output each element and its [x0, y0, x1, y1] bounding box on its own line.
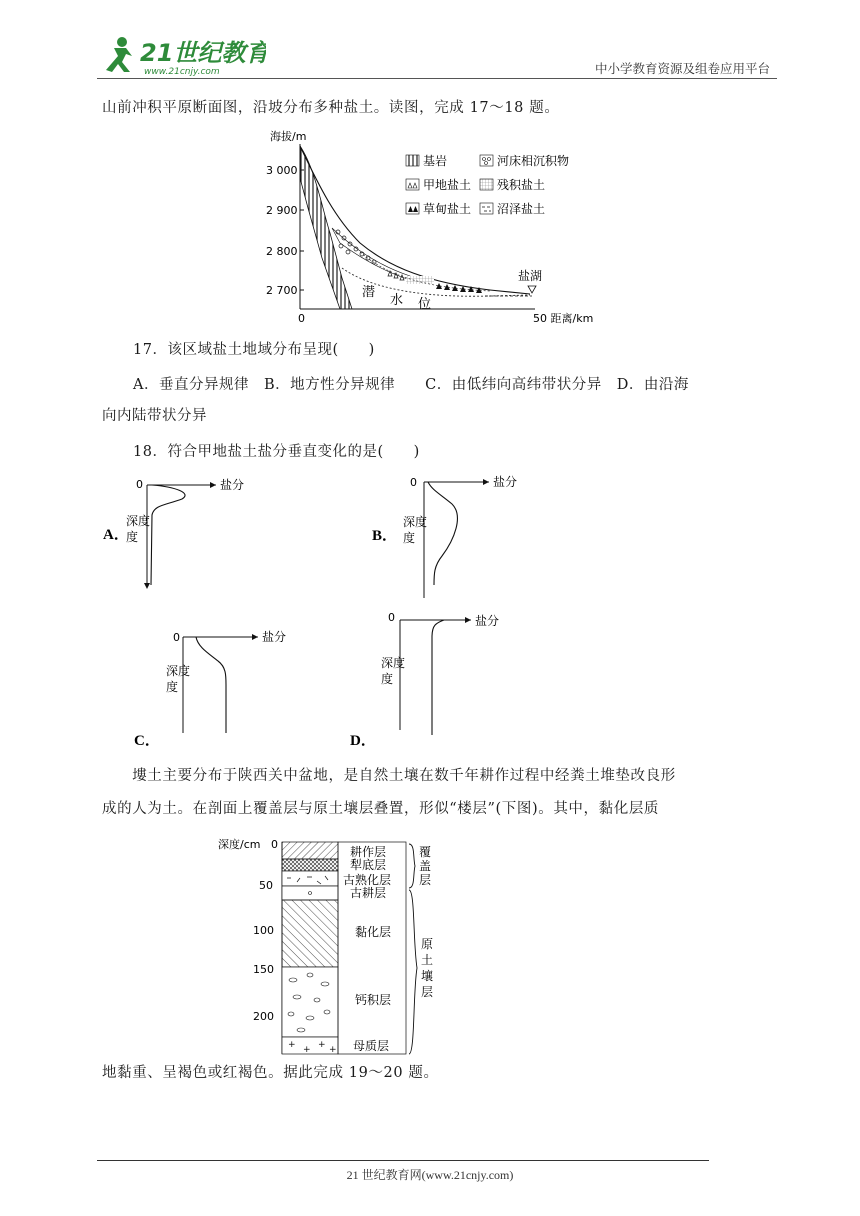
layer-ancient-tillage [282, 886, 338, 900]
label-clay: 黏化层 [355, 925, 392, 939]
layer-clay [282, 900, 338, 967]
brace-cover [409, 844, 415, 888]
svg-text:深度: 深度 [126, 514, 151, 528]
brace-original [409, 890, 417, 1054]
label-calcic: 钙积层 [355, 993, 392, 1007]
residual-saline-area [406, 276, 434, 284]
svg-text:度: 度 [381, 672, 394, 686]
option-b-curve [428, 482, 457, 585]
svg-text:盐分: 盐分 [262, 630, 287, 644]
bedrock-area [300, 146, 352, 309]
option-b-label: B． [372, 528, 398, 544]
svg-text:度: 度 [166, 680, 179, 694]
svg-text:0: 0 [271, 838, 278, 851]
layer-plowpan [282, 859, 338, 871]
logo-title: 21世纪教育 [140, 39, 266, 67]
svg-text:50: 50 [259, 879, 273, 892]
option-a-depth-2: 度 [126, 530, 139, 544]
option-c-graph [128, 625, 298, 750]
label-parent: 母质层 [353, 1039, 390, 1053]
legend-residual: 残积盐土 [497, 178, 546, 192]
legend-meadow: 草甸盐土 [423, 202, 472, 216]
logo-url: www.21cnjy.com [144, 67, 220, 77]
legend-bedrock: 基岩 [423, 154, 448, 168]
y-tick-2800: 2 800 [266, 245, 298, 258]
passage-line-2: 成的人为土。在剖面上覆盖层与原土壤层叠置，形似“楼层”(下图)。其中，黏化层质 [102, 801, 660, 817]
svg-text:土: 土 [421, 953, 434, 967]
group-cover-label [419, 845, 431, 887]
footer-text: 21 世纪教育网(www.21cnjy.com) [346, 1168, 514, 1182]
svg-text:盖: 盖 [419, 859, 432, 873]
svg-text:+: + [303, 1045, 311, 1055]
svg-text:盐分: 盐分 [493, 475, 518, 489]
svg-text:层: 层 [421, 985, 434, 999]
svg-text:0: 0 [388, 611, 395, 624]
question-18-stem: 18．符合甲地盐土盐分垂直变化的是( ) [133, 444, 420, 460]
passage-line-1: 塿土主要分布于陕西关中盆地，是自然土壤在数千年耕作过程中经粪土堆垫改良形 [102, 768, 676, 784]
water-label-2: 水 [390, 293, 404, 308]
y-tick-3000: 3 000 [266, 164, 298, 177]
svg-text:100: 100 [253, 924, 274, 937]
x-origin: 0 [298, 312, 305, 325]
label-tillage: 耕作层 [350, 845, 387, 859]
jiadi-saline-marks [388, 271, 404, 280]
svg-text:盐分: 盐分 [220, 478, 245, 492]
svg-text:度: 度 [403, 531, 416, 545]
question-17-options: A．垂直分异规律 B．地方性分异规律 C．由低纬向高纬带状分异 D．由沿海 [133, 377, 689, 393]
layer-ancient-mature [282, 871, 338, 886]
option-a-curve [151, 485, 185, 585]
layer-tillage [282, 842, 338, 859]
option-a-label: A． [103, 527, 129, 543]
water-label-3: 位 [418, 297, 432, 312]
svg-text:深度: 深度 [403, 515, 428, 529]
soil-profile-figure [215, 832, 455, 1057]
option-c-curve [196, 637, 226, 733]
svg-text:0: 0 [410, 476, 417, 489]
runner-icon [106, 37, 132, 72]
svg-text:+: + [288, 1040, 296, 1050]
option-a-graph [96, 475, 266, 595]
svg-text:+: + [329, 1045, 337, 1055]
legend-swamp: 沼泽盐土 [497, 202, 546, 216]
x-axis-end-label: 50 距离/km [533, 312, 594, 325]
group-original-label [421, 937, 433, 999]
option-d-label: D． [350, 733, 376, 749]
svg-text:深度: 深度 [166, 664, 191, 678]
svg-text:层: 层 [419, 873, 432, 887]
svg-text:壤: 壤 [421, 969, 434, 983]
header-platform-text: 中小学教育资源及组卷应用平台 [594, 61, 770, 76]
riverbed-deposit-marks [336, 230, 376, 264]
footer-divider [97, 1160, 709, 1161]
option-c-label: C． [134, 733, 160, 749]
layer-calcic [282, 967, 338, 1037]
alluvial-cross-section-figure [260, 128, 620, 328]
water-label-1: 潜 [362, 285, 376, 300]
svg-text:深度: 深度 [381, 656, 406, 670]
label-ancient-mature: 古熟化层 [343, 873, 392, 887]
svg-text:+: + [318, 1040, 326, 1050]
svg-text:0: 0 [173, 631, 180, 644]
salt-lake-symbol [528, 286, 536, 293]
y-tick-2900: 2 900 [266, 204, 298, 217]
question-17-stem: 17．该区域盐土地域分布呈现( ) [133, 342, 375, 358]
option-d-graph [346, 605, 516, 750]
header-divider [97, 78, 777, 79]
passage-line-3: 地黏重、呈褐色或红褐色。据此完成 19～20 题。 [102, 1065, 439, 1081]
option-b-graph [368, 470, 538, 600]
svg-text:盐分: 盐分 [475, 614, 500, 628]
legend [406, 153, 569, 216]
svg-text:150: 150 [253, 963, 274, 976]
salt-lake-label: 盐湖 [518, 269, 543, 283]
svg-text:原: 原 [421, 937, 434, 951]
site-logo [96, 34, 266, 78]
legend-riverbed: 河床相沉积物 [497, 154, 570, 168]
label-plowpan: 犁底层 [350, 858, 387, 872]
label-ancient-tillage: 古耕层 [350, 886, 387, 900]
y-tick-2700: 2 700 [266, 284, 298, 297]
option-d-curve [432, 620, 444, 735]
svg-text:200: 200 [253, 1010, 274, 1023]
svg-text:0: 0 [136, 478, 143, 491]
svg-text:覆: 覆 [419, 845, 432, 859]
y-axis-label: 海拔/m [270, 130, 307, 143]
question-17-options-cont: 向内陆带状分异 [102, 408, 207, 424]
legend-jiadi: 甲地盐土 [423, 178, 472, 192]
depth-axis-label: 深度/cm [218, 838, 261, 851]
intro-line: 山前冲积平原断面图，沿坡分布多种盐土。读图，完成 17～18 题。 [102, 100, 560, 116]
